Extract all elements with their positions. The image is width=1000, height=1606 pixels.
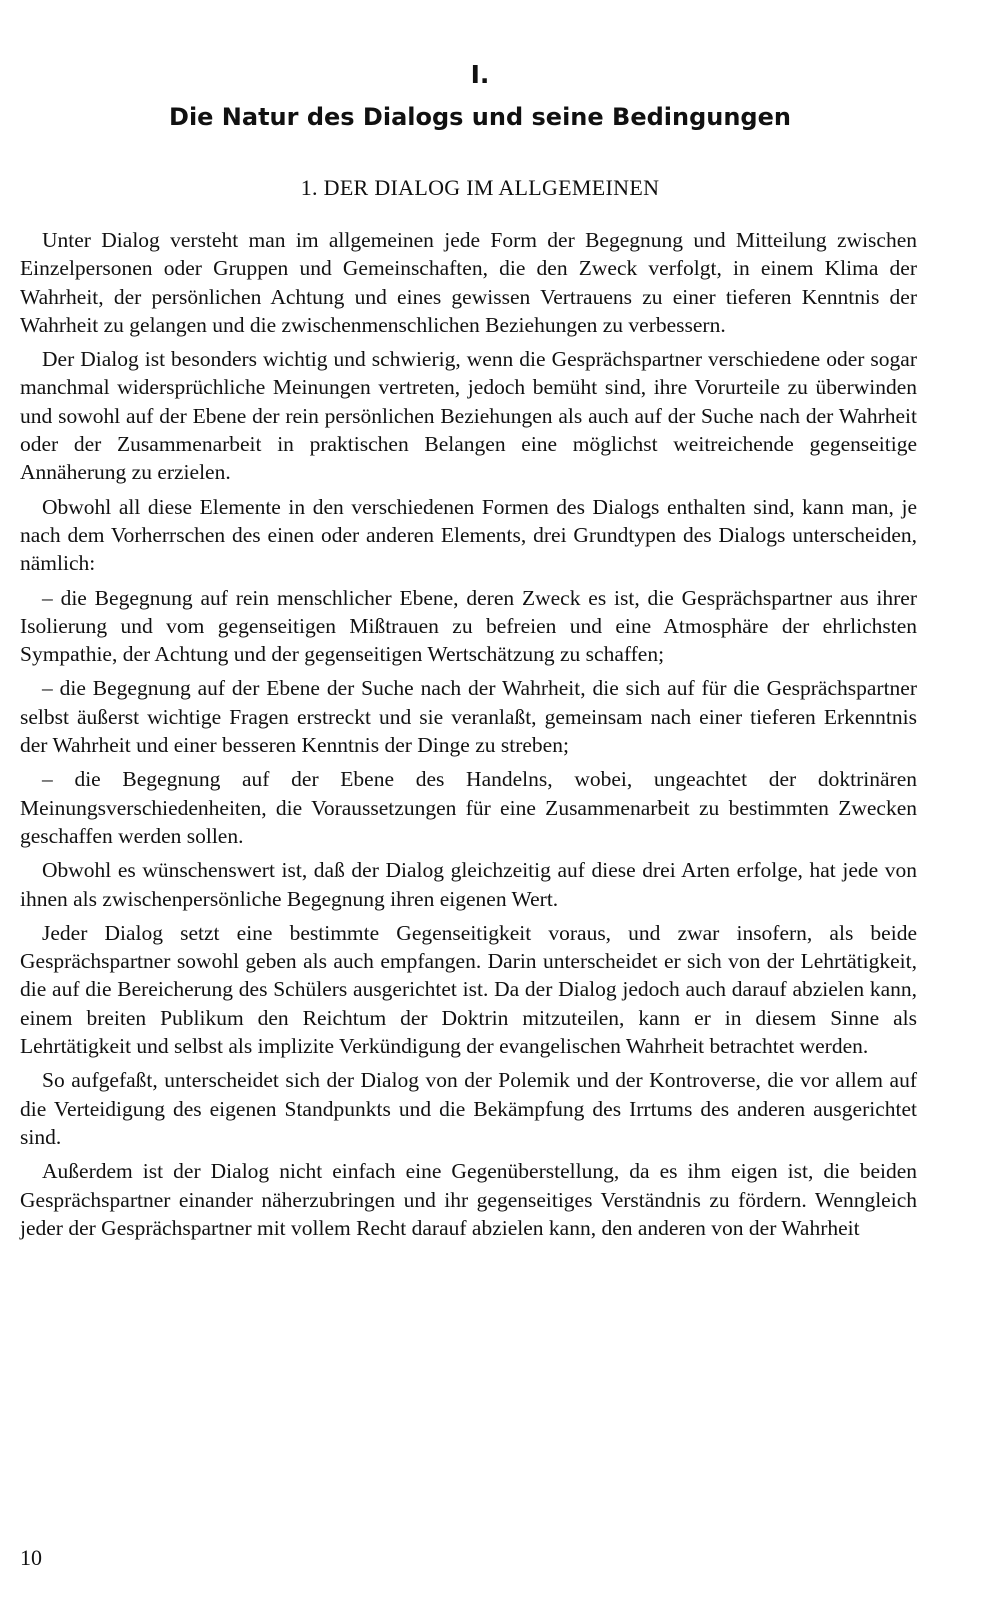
section-heading: 1. DER DIALOG IM ALLGEMEINEN	[300, 175, 660, 200]
paragraph: Obwohl all diese Elemente in den verschiedenen Formen des Dialogs enthalten sind, kann man, je nach dem Vorherrschen des einen oder anderen Elements, drei Grundtypen des Dialogs unterscheiden, nämlich:	[20, 494, 917, 576]
list-item: – die Begegnung auf rein menschlicher Ebene, deren Zweck es ist, die Gesprächspartner aus ihrer Isolierung und vom gegenseitigen Mißtrauen zu befreien und eine Atmosphäre der ehrlichsten Sympathie, der Achtung und der gegenseitigen Wertschätzung zu schaffen;	[20, 585, 917, 667]
chapter-title: Die Natur des Dialogs und seine Bedingungen	[169, 103, 791, 131]
chapter-number: I.	[470, 60, 490, 89]
paragraph: So aufgefaßt, unterscheidet sich der Dialog von der Polemik und der Kontroverse, die vor allem auf die Verteidigung des eigenen Standpunkts und die Bekämpfung des Irrtums des anderen ausgerichtet sind.	[20, 1068, 917, 1149]
paragraph: Der Dialog ist besonders wichtig und schwierig, wenn die Gesprächspartner verschiedene oder sogar manchmal widersprüchliche Meinungen vertreten, jedoch bemüht sind, ihre Vorurteile zu überwinden und sowohl auf der Ebene der rein persönlichen Beziehungen als auch auf der Suche nach der Wahrheit oder der Zusammenarbeit in praktischen Belangen eine möglichst weitreichende gegenseitige Annäherung zu erzielen.	[20, 347, 917, 485]
page-number: 10	[20, 1545, 42, 1570]
list-item: – die Begegnung auf der Ebene der Suche nach der Wahrheit, die sich auf für die Gesprächspartner selbst äußerst wichtige Fragen erstreckt und sie veranlaßt, gemeinsam nach einer tieferen Erkenntnis der Wahrheit und einer besseren Kenntnis der Dinge zu streben;	[20, 676, 917, 758]
body-text	[20, 226, 917, 1248]
paragraph: Obwohl es wünschenswert ist, daß der Dialog gleichzeitig auf diese drei Arten erfolge, hat jede von ihnen als zwischenpersönliche Begegnung ihren eigenen Wert.	[20, 858, 917, 911]
paragraph: Jeder Dialog setzt eine bestimmte Gegenseitigkeit voraus, und zwar insofern, als beide Gesprächspartner sowohl geben als auch empfangen. Darin unterscheidet er sich von der Lehrtätigkeit, die auf die Bereicherung des Schülers ausgerichtet ist. Da der Dialog jedoch auch darauf abzielen kann, einem breiten Publikum den Reichtum der Doktrin mitzuteilen, kann er in diesem Sinne als Lehrtätigkeit und selbst als implizite Verkündigung der evangelischen Wahrheit betrachtet werden.	[20, 920, 917, 1059]
paragraph: Unter Dialog versteht man im allgemeinen jede Form der Begegnung und Mitteilung zwischen Einzelpersonen oder Gruppen und Gemeinschaften, die den Zweck verfolgt, in einem Klima der Wahrheit, der persönlichen Achtung und eines gewissen Vertrauens zu einer tieferen Kenntnis der Wahrheit zu gelangen und die zwischenmenschlichen Beziehungen zu verbessern.	[20, 228, 917, 337]
list-item: – die Begegnung auf der Ebene des Handelns, wobei, ungeachtet der doktrinären Meinungsverschiedenheiten, die Voraussetzungen für eine Zusammenarbeit zu bestimmten Zwecken geschaffen werden sollen.	[20, 767, 917, 848]
paragraph: Außerdem ist der Dialog nicht einfach eine Gegenüberstellung, da es ihm eigen ist, die beiden Gesprächspartner einander näherzubringen und ihr gegenseitiges Verständnis zu fördern. Wenngleich jeder der Gesprächspartner mit vollem Recht darauf abzielen kann, den anderen von der Wahrheit	[20, 1159, 917, 1240]
